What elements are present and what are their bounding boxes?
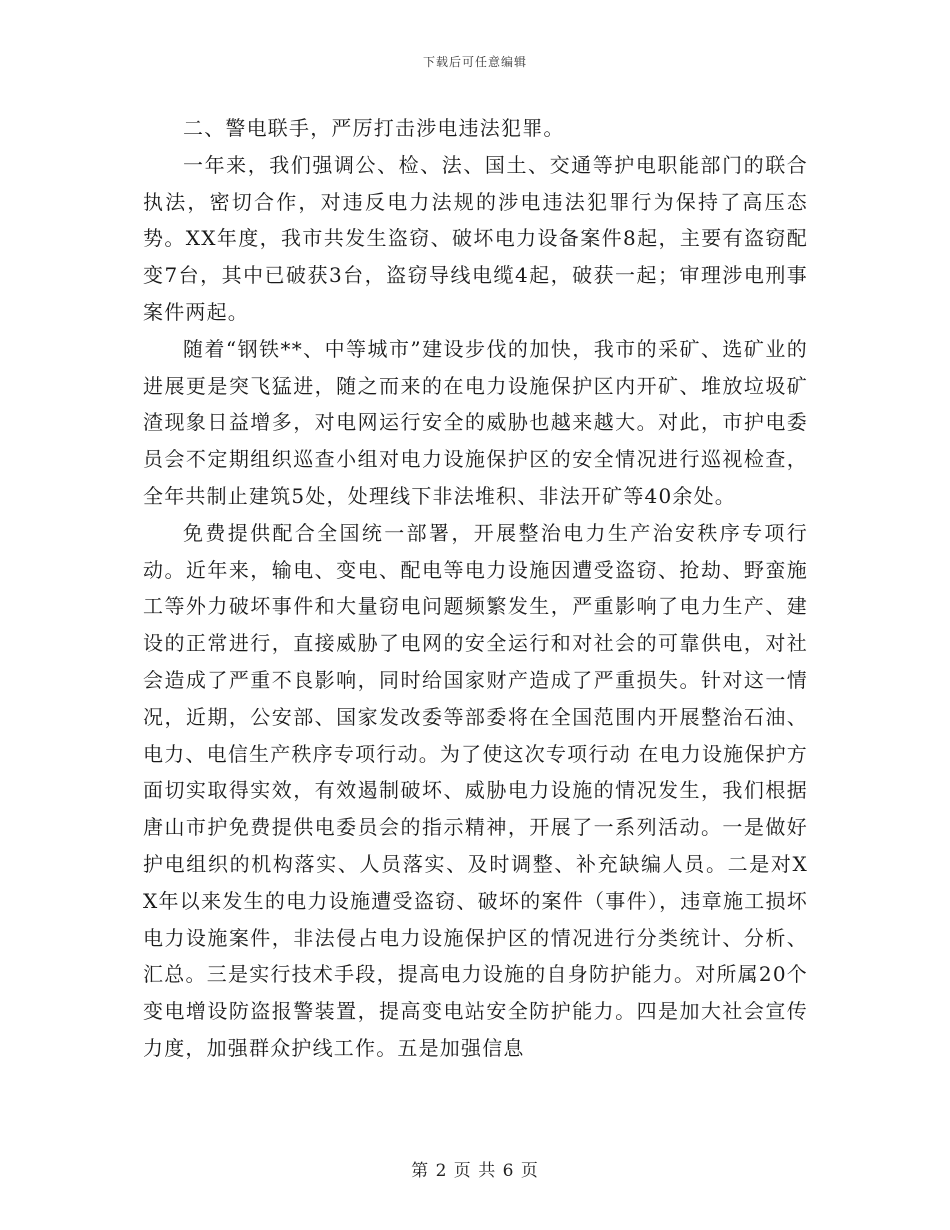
paragraph-special-action: 免费提供配合全国统一部署，开展整治电力生产治安秩序专项行动。近年来，输电、变电、配电等电力设施因遭受盗窃、抢劫、野蛮施工等外力破坏事件和大量窃电问题频繁发生，严重影响了电力生产、建设的正常进行，直接威胁了电网的安全运行和对社会的可靠供电，对社会造成了严重不良影响，同时给国家财产造成了严重损失。针对这一情况，近期，公安部、国家发改委等部委将在全国范围内开展整治石油、电力、电信生产秩序专项行动。为了使这次专项行动 在电力设施保护方面切实取得实效，有效遏制破坏、威胁电力设施的情况发生，我们根据唐山市护免费提供电委员会的指示精神，开展了一系列活动。一是做好护电组织的机构落实、人员落实、及时调整、补充缺编人员。二是对XX年以来发生的电力设施遭受盗窃、破坏的案件（事件），违章施工损坏电力设施案件，非法侵占电力设施保护区的情况进行分类统计、分析、汇总。三是实行技术手段，提高电力设施的自身防护能力。对所属20个变电增设防盗报警装置，提高变电站安全防护能力。四是加大社会宣传力度，加强群众护线工作。五是加强信息 — [143, 520, 808, 1060]
section-heading: 二、警电联手，严厉打击涉电违法犯罪。 — [183, 116, 565, 140]
paragraph-joint-enforcement: 一年来，我们强调公、检、法、国土、交通等护电职能部门的联合执法，密切合作，对违反电力法规的涉电违法犯罪行为保持了高压态势。XX年度，我市共发生盗窃、破坏电力设备案件8起，主要有盗窃配变7台，其中已破获3台，盗窃导线电缆4起，破获一起；审理涉电刑事案件两起。 — [143, 152, 808, 324]
page-footer: 第 2 页 共 6 页 — [411, 1161, 539, 1181]
document-body — [143, 110, 808, 1067]
paragraph-mining-inspection: 随着“钢铁**、中等城市”建设步伐的加快，我市的采矿、选矿业的进展更是突飞猛进，随之而来的在电力设施保护区内开矿、堆放垃圾矿渣现象日益增多，对电网运行安全的威胁也越来越大。对此，市护电委员会不定期组织巡查小组对电力设施保护区的安全情况进行巡视检查，全年共制止建筑5处，处理线下非法堆积、非法开矿等40余处。 — [143, 336, 808, 508]
page-header: 下载后可任意编辑 — [422, 55, 527, 69]
